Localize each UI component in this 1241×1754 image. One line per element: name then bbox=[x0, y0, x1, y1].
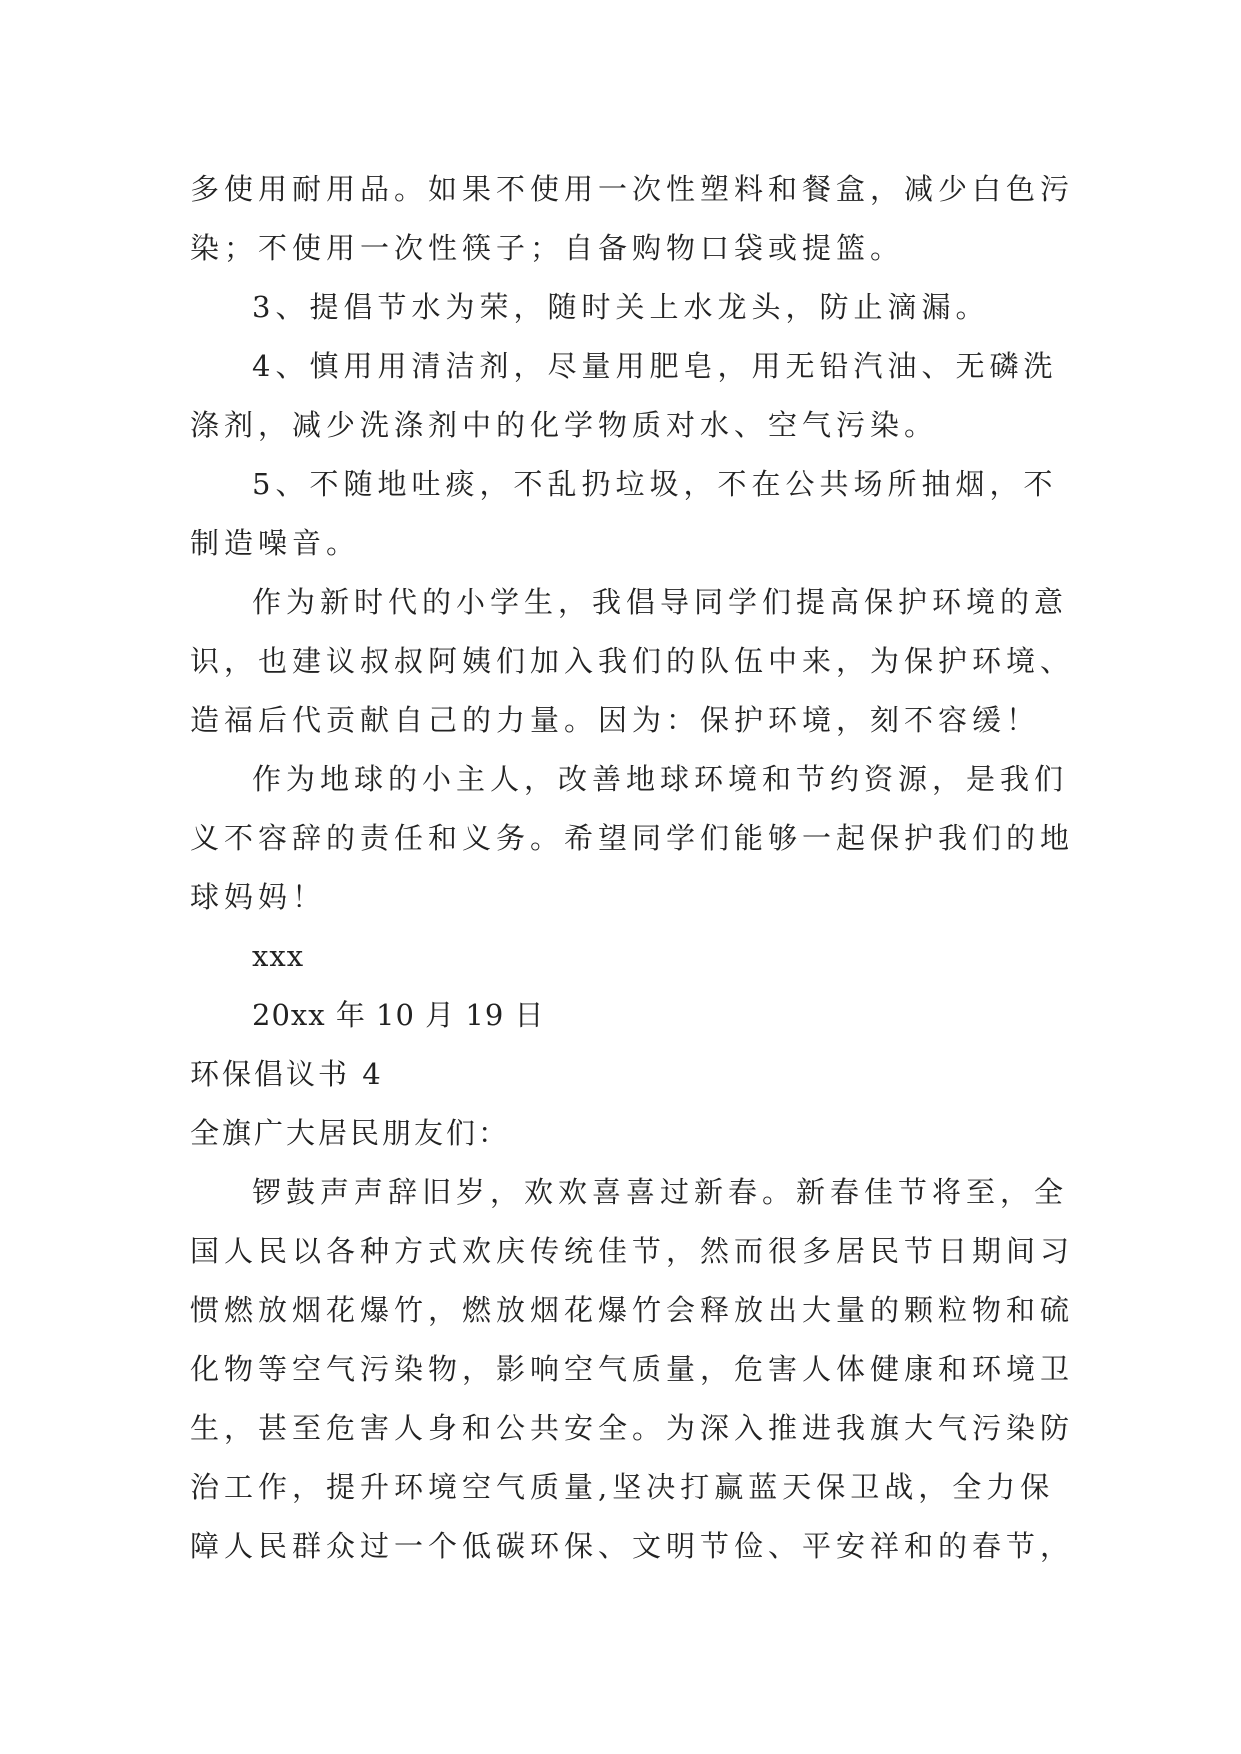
text-line: 锣鼓声声辞旧岁，欢欢喜喜过新春。新春佳节将至，全 bbox=[252, 1175, 1069, 1209]
text-line: 国人民以各种方式欢庆传统佳节，然而很多居民节日期间习 bbox=[190, 1234, 1075, 1268]
text-line: 环保倡议书 4 bbox=[190, 1057, 384, 1091]
text-line: 作为地球的小主人，改善地球环境和节约资源，是我们 bbox=[252, 762, 1069, 796]
text-line: 球妈妈！ bbox=[190, 880, 327, 914]
text-line: 多使用耐用品。如果不使用一次性塑料和餐盒，减少白色污 bbox=[190, 172, 1075, 206]
text-line: xxx bbox=[252, 939, 305, 973]
paragraph-item-5 bbox=[190, 455, 1065, 573]
paragraph-white-pollution bbox=[190, 160, 1075, 278]
text-line: 制造噪音。 bbox=[190, 526, 361, 560]
text-line: 作为新时代的小学生，我倡导同学们提高保护环境的意 bbox=[252, 585, 1069, 619]
paragraph-item-3 bbox=[190, 278, 1065, 337]
text-line: 惯燃放烟花爆竹，燃放烟花爆竹会释放出大量的颗粒物和硫 bbox=[190, 1293, 1075, 1327]
text-line: 治工作，提升环境空气质量,坚决打赢蓝天保卫战，全力保 bbox=[190, 1470, 1055, 1504]
text-line: 涤剂，减少洗涤剂中的化学物质对水、空气污染。 bbox=[190, 408, 939, 442]
text-line: 20xx 年 10 月 19 日 bbox=[252, 998, 545, 1032]
text-line: 4、慎用用清洁剂，尽量用肥皂，用无铅汽油、无磷洗 bbox=[252, 349, 1058, 383]
text-line: 5、不随地吐痰，不乱扔垃圾，不在公共场所抽烟，不 bbox=[252, 467, 1058, 501]
paragraph-new-era-students bbox=[190, 573, 1075, 750]
section-title bbox=[190, 1045, 1065, 1104]
text-line: 染；不使用一次性筷子；自备购物口袋或提篮。 bbox=[190, 231, 905, 265]
text-line: 义不容辞的责任和义务。希望同学们能够一起保护我们的地 bbox=[190, 821, 1075, 855]
text-line: 化物等空气污染物，影响空气质量，危害人体健康和环境卫 bbox=[190, 1352, 1075, 1386]
paragraph-item-4 bbox=[190, 337, 1065, 455]
text-line: 识，也建议叔叔阿姨们加入我们的队伍中来，为保护环境、 bbox=[190, 644, 1075, 678]
paragraph-earth-owners bbox=[190, 750, 1075, 927]
signature-date bbox=[190, 986, 1065, 1045]
salutation bbox=[190, 1104, 1065, 1163]
text-line: 障人民群众过一个低碳环保、文明节俭、平安祥和的春节， bbox=[190, 1529, 1075, 1563]
paragraph-spring-festival bbox=[190, 1163, 1075, 1576]
text-line: 造福后代贡献自己的力量。因为：保护环境，刻不容缓！ bbox=[190, 703, 1041, 737]
text-line: 3、提倡节水为荣，随时关上水龙头，防止滴漏。 bbox=[252, 290, 990, 324]
text-line: 全旗广大居民朋友们： bbox=[190, 1116, 511, 1150]
text-line: 生，甚至危害人身和公共安全。为深入推进我旗大气污染防 bbox=[190, 1411, 1075, 1445]
signature-name bbox=[190, 927, 1065, 986]
document-body bbox=[190, 160, 1075, 1576]
